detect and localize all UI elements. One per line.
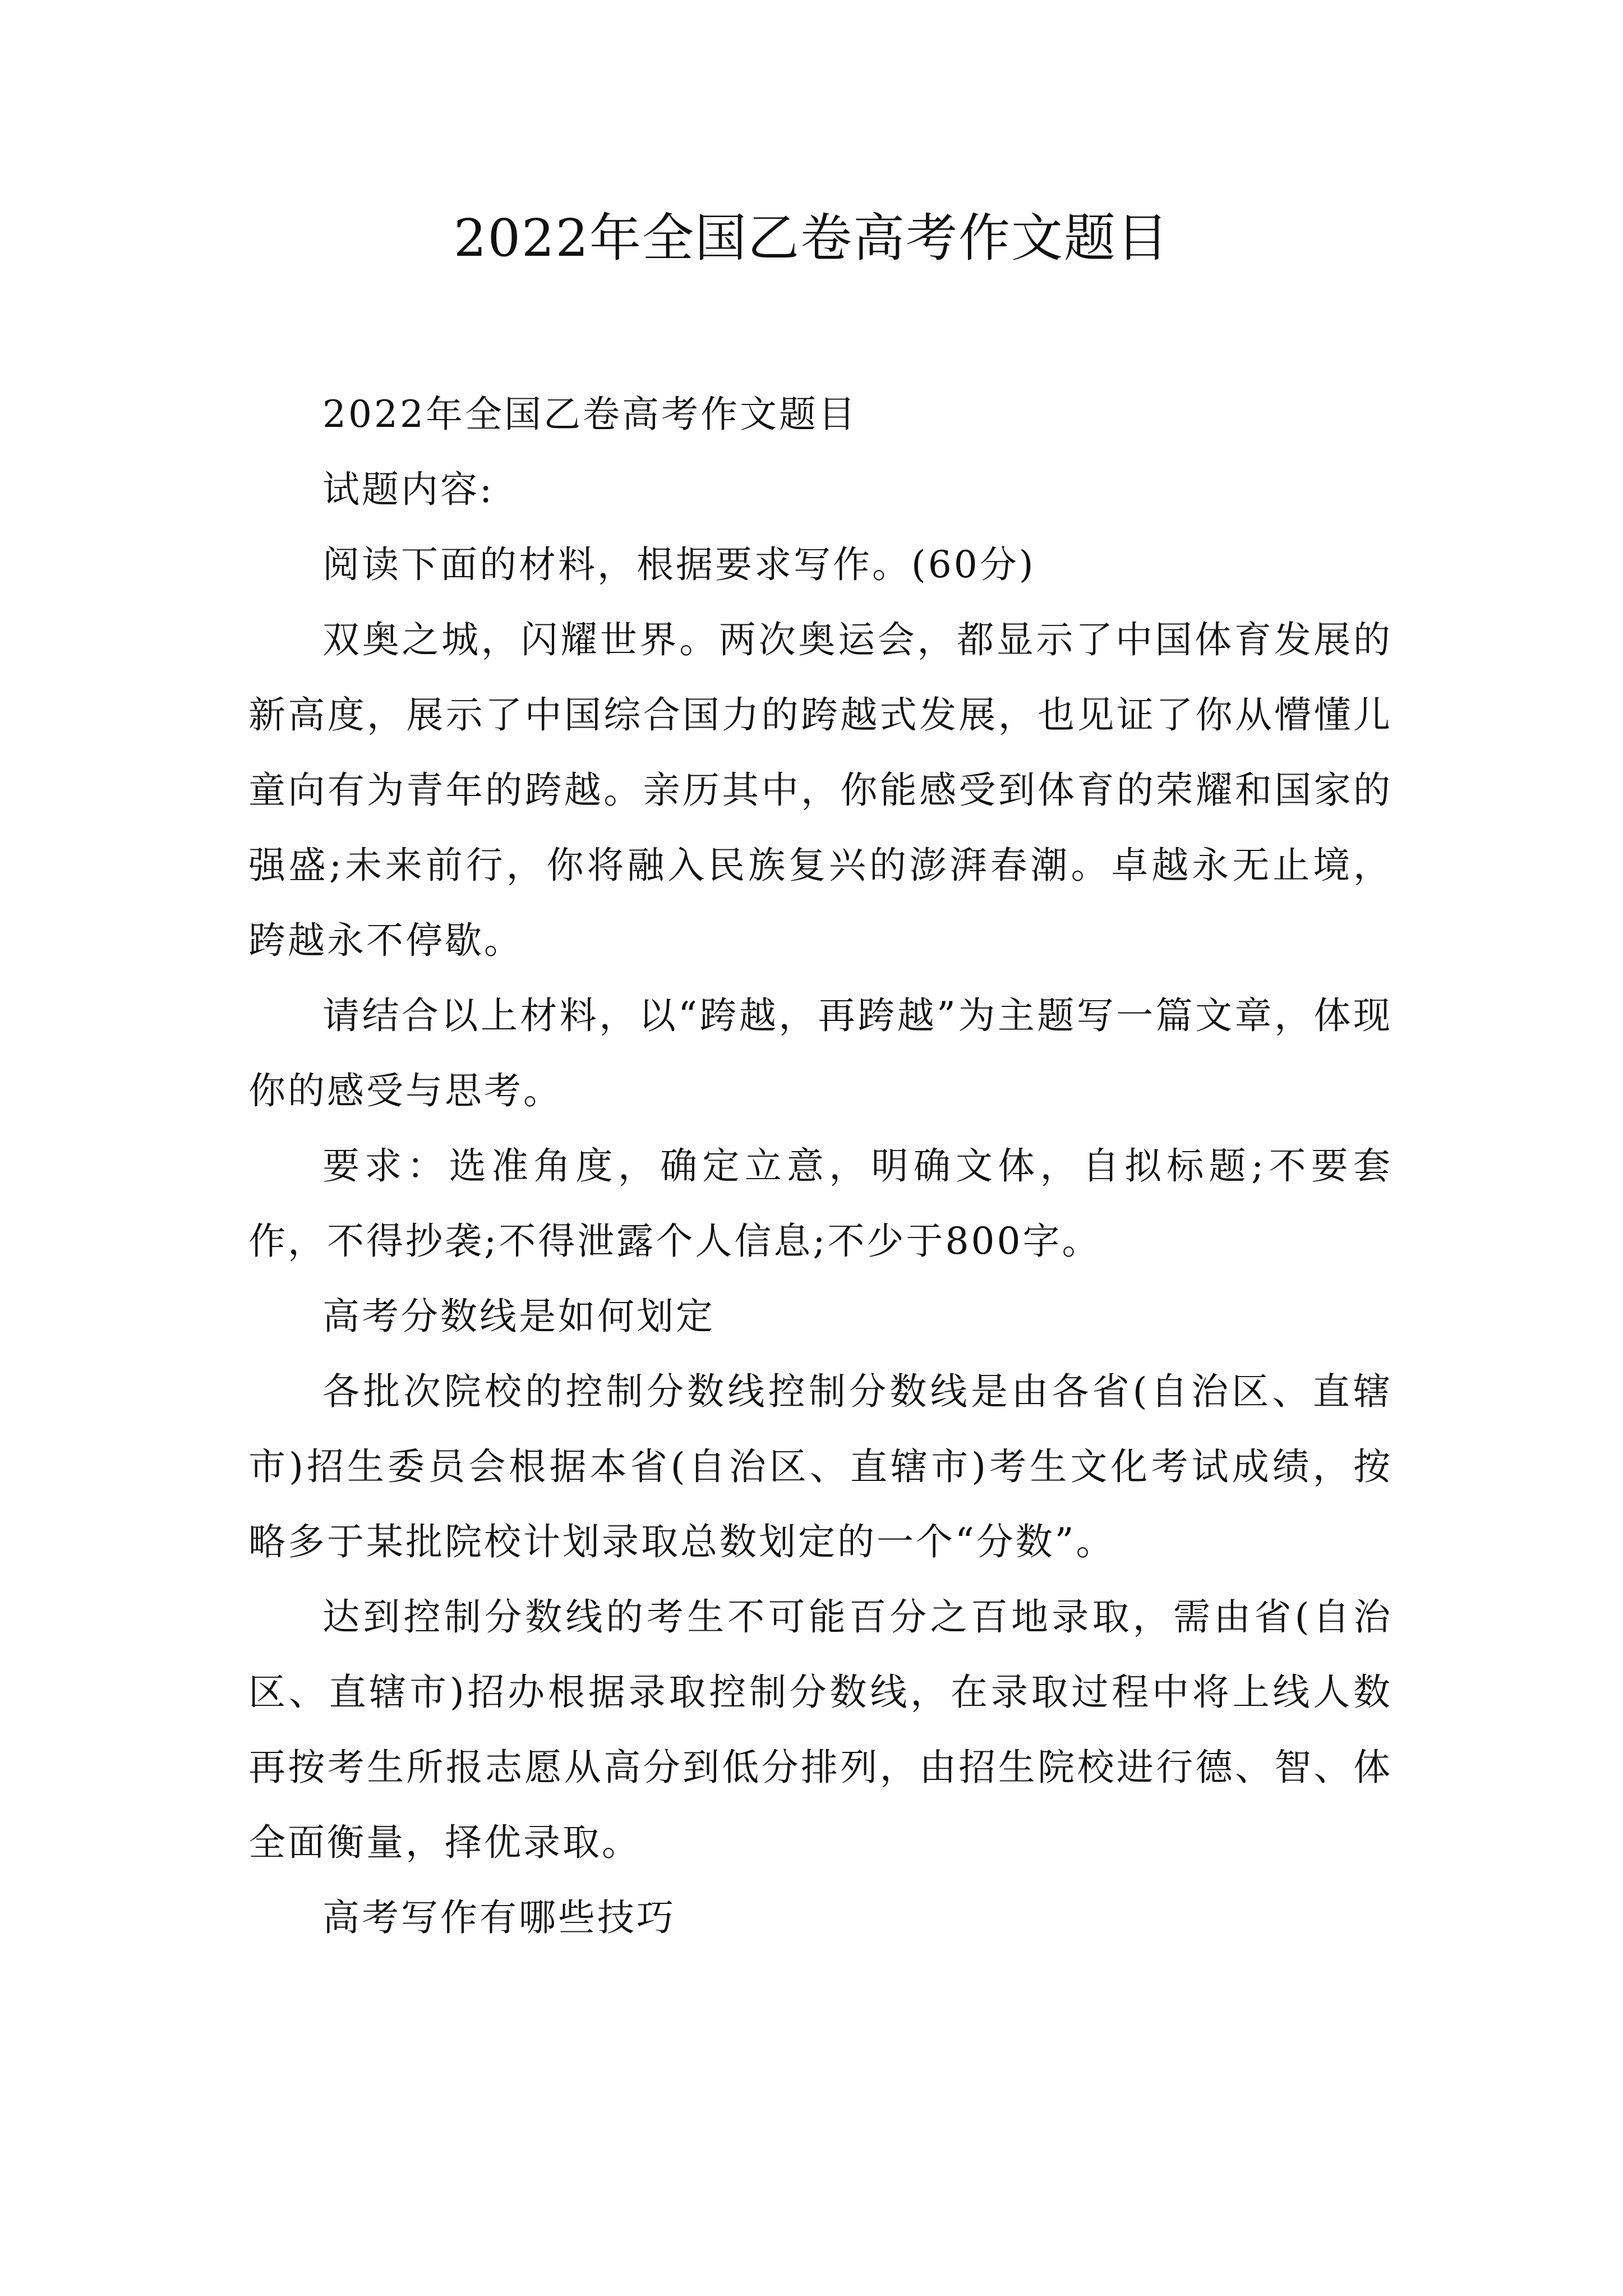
paragraph-material: 双奥之城，闪耀世界。两次奥运会，都显示了中国体育发展的新高度，展示了中国综合国力的跨越式发展，也见证了你从懵懂儿童向有为青年的跨越。亲历其中，你能感受到体育的荣耀和国家的强盛;未来前行，你将融入民族复兴的澎湃春潮。卓越永无止境，跨越永不停歇。 [248, 618, 1393, 962]
paragraph-instruction: 阅读下面的材料，根据要求写作。(60分) [322, 543, 1036, 586]
document-body [248, 377, 1393, 1955]
paragraph-repeated-title: 2022年全国乙卷高考作文题目 [322, 393, 857, 436]
paragraph-question-heading: 试题内容: [322, 468, 495, 511]
paragraph-admission-process: 达到控制分数线的考生不可能百分之百地录取，需由省(自治区、直辖市)招办根据录取控制分数线，在录取过程中将上线人数再按考生所报志愿从高分到低分排列，由招生院校进行德、智、体全面衡量，择优录取。 [248, 1595, 1393, 1864]
document-title: 2022年全国乙卷高考作文题目 [453, 208, 1170, 268]
paragraph-task: 请结合以上材料，以“跨越，再跨越”为主题写一篇文章，体现你的感受与思考。 [248, 994, 1393, 1112]
paragraph-score-line-definition: 各批次院校的控制分数线控制分数线是由各省(自治区、直辖市)招生委员会根据本省(自治区、直辖市)考生文化考试成绩，按略多于某批院校计划录取总数划定的一个“分数”。 [248, 1370, 1393, 1563]
paragraph-score-line-heading: 高考分数线是如何划定 [322, 1295, 715, 1338]
paragraph-requirements: 要求：选准角度，确定立意，明确文体，自拟标题;不要套作，不得抄袭;不得泄露个人信息;不少于800字。 [248, 1144, 1393, 1263]
paragraph-writing-tips-heading: 高考写作有哪些技巧 [322, 1896, 676, 1939]
